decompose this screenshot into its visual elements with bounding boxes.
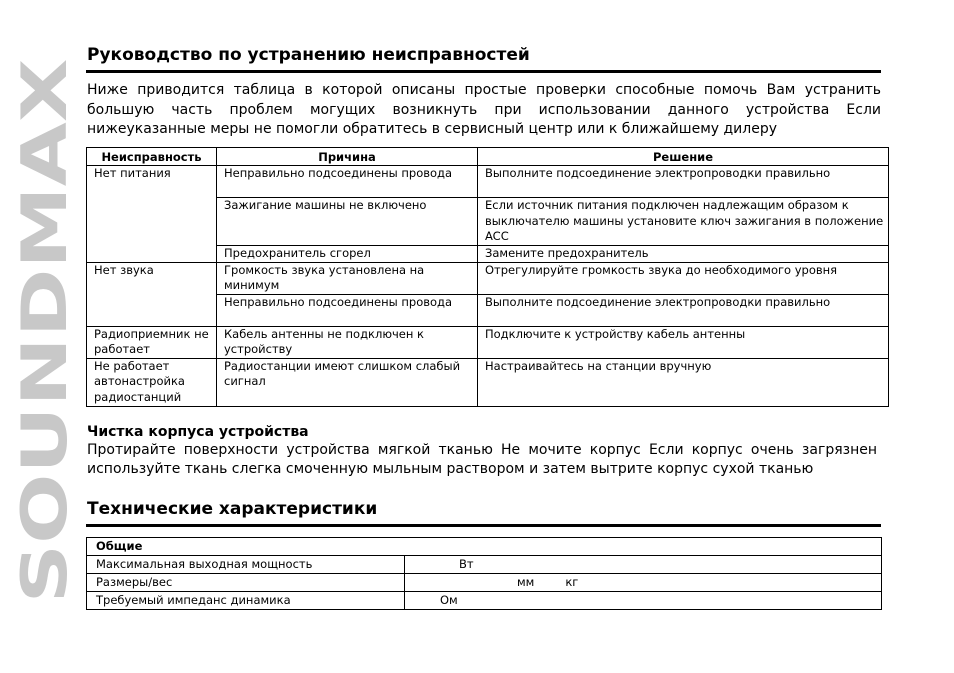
spec-value <box>405 555 882 573</box>
table-row <box>87 555 882 573</box>
solution-cell: Если источник питания подключен надлежащим образом к выключателю машины установите ключ зажигания в положение ACC <box>478 198 889 246</box>
problem-cell: Нет звука <box>87 262 217 326</box>
solution-cell: Отрегулируйте громкость звука до необходимого уровня <box>478 262 889 294</box>
cause-cell: Кабель антенны не подключен к устройству <box>217 326 478 358</box>
specs-group-row <box>87 537 882 555</box>
solution-cell: Выполните подсоединение электропроводки правильно <box>478 294 889 326</box>
spec-value <box>405 591 882 609</box>
spec-label: Размеры/вес <box>87 573 405 591</box>
specs-title: Технические характеристики <box>86 498 881 527</box>
brand-logo <box>8 56 81 606</box>
solution-cell: Выполните подсоединение электропроводки правильно <box>478 166 889 198</box>
solution-cell: Подключите к устройству кабель антенны <box>478 326 889 358</box>
table-header-row <box>87 147 889 166</box>
header-problem: Неисправность <box>87 147 217 166</box>
table-row <box>87 326 889 358</box>
table-row <box>87 262 889 294</box>
cause-cell: Предохранитель сгорел <box>217 246 478 263</box>
troubleshooting-intro: Ниже приводится таблица в которой описаны простые проверки способные помочь Вам устранить большую часть проблем могущих возникнуть при использовании данного устройства Если нижеуказанные меры не помогли обратитесь в сервисный центр или к ближайшему дилеру <box>87 82 881 137</box>
cause-cell: Зажигание машины не включено <box>217 198 478 246</box>
cause-cell: Громкость звука установлена на минимум <box>217 262 478 294</box>
problem-cell: Радиоприемник не работает <box>87 326 217 358</box>
cause-cell: Радиостанции имеют слишком слабый сигнал <box>217 358 478 406</box>
table-row <box>87 591 882 609</box>
cleaning-text: Протирайте поверхности устройства мягкой тканью Не мочите корпус Если корпус очень загрязнен используйте ткань слегка смоченную мыльным раствором и затем вытрите корпус сухой тканью <box>87 441 877 477</box>
spec-value <box>405 573 882 591</box>
brand-logo-text: SOUNDMAX <box>8 194 81 604</box>
spec-unit: Вт <box>459 556 474 571</box>
spec-unit: мм <box>517 574 535 589</box>
problem-cell: Не работает автонастройка радиостанций <box>87 358 217 406</box>
solution-cell: Настраивайтесь на станции вручную <box>478 358 889 406</box>
solution-cell: Замените предохранитель <box>478 246 889 263</box>
header-solution: Решение <box>478 147 889 166</box>
spec-label: Требуемый импеданс динамика <box>87 591 405 609</box>
spec-unit: кг <box>565 574 579 589</box>
cleaning-title: Чистка корпуса устройства <box>87 423 309 440</box>
spec-label: Максимальная выходная мощность <box>87 555 405 573</box>
table-row <box>87 358 889 406</box>
cause-cell: Неправильно подсоединены провода <box>217 166 478 198</box>
spec-unit: Ом <box>440 592 458 607</box>
troubleshooting-title: Руководство по устранению неисправностей <box>86 44 881 73</box>
table-row <box>87 166 889 198</box>
specs-group-label: Общие <box>87 537 882 555</box>
header-cause: Причина <box>217 147 478 166</box>
problem-cell: Нет питания <box>87 166 217 263</box>
page-content <box>86 44 888 610</box>
cause-cell: Неправильно подсоединены провода <box>217 294 478 326</box>
troubleshooting-table <box>86 147 889 407</box>
table-row <box>87 573 882 591</box>
specs-table <box>86 537 882 610</box>
